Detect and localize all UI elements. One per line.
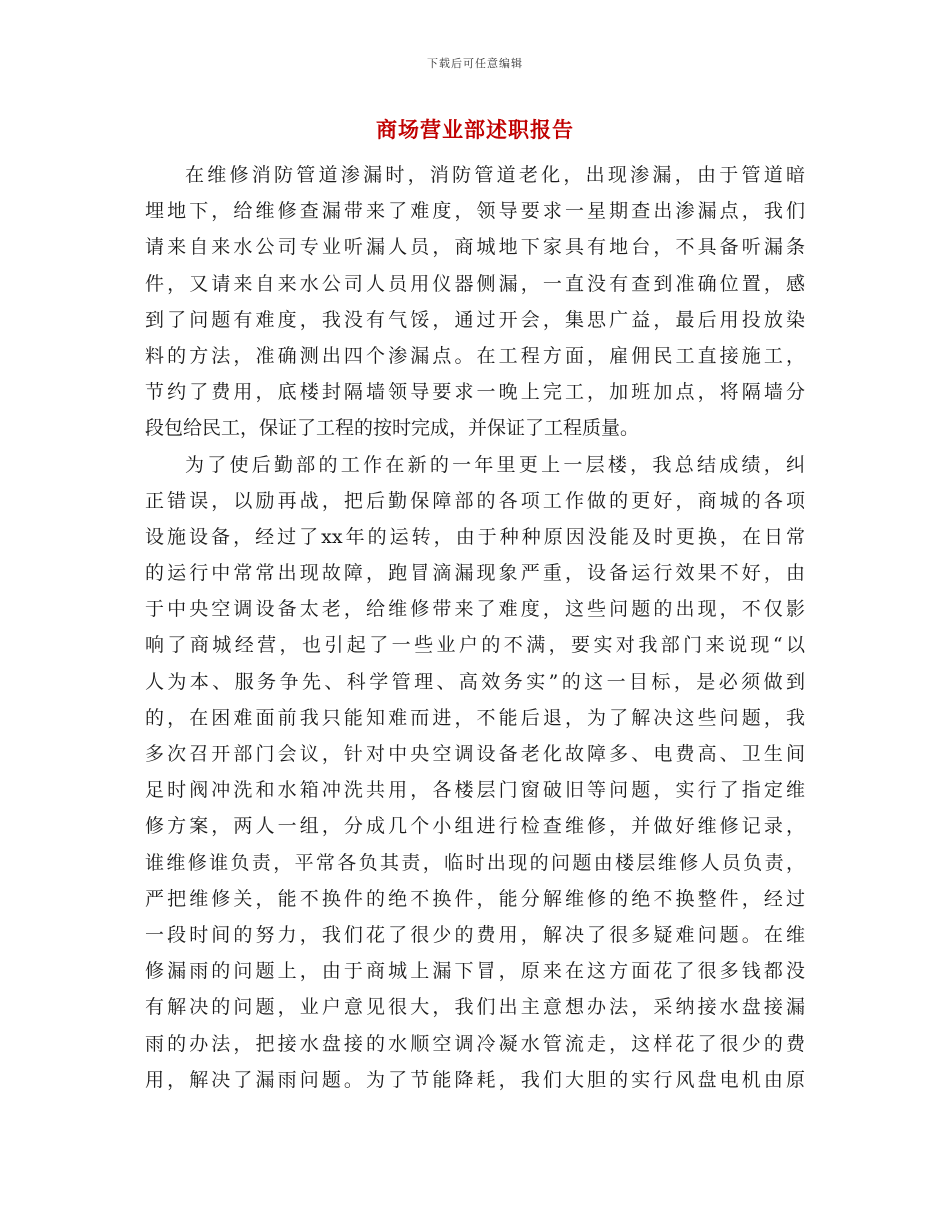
text-line: 请来自来水公司专业听漏人员，商城地下家具有地台，不具备听漏条 bbox=[145, 236, 805, 259]
text-line: 埋地下，给维修查漏带来了难度，领导要求一星期查出渗漏点，我们 bbox=[145, 200, 805, 223]
text-line: 用，解决了漏雨问题。为了节能降耗，我们大胆的实行风盘电机由原 bbox=[145, 1068, 805, 1091]
text-line: 为了使后勤部的工作在新的一年里更上一层楼，我总结成绩，纠 bbox=[185, 453, 805, 476]
text-line: 于中央空调设备太老，给维修带来了难度，这些问题的出现，不仅影 bbox=[145, 598, 805, 621]
text-line: 设施设备，经过了xx年的运转，由于种种原因没能及时更换，在日常 bbox=[145, 525, 805, 548]
text-line: 段包给民工，保证了工程的按时完成，并保证了工程质量。 bbox=[145, 417, 640, 440]
paragraph-2 bbox=[145, 447, 805, 1098]
text-line: 响了商城经营，也引起了一些业户的不满，要实对我部门来说现“以 bbox=[145, 634, 805, 657]
page-header-note: 下载后可任意编辑 bbox=[427, 57, 523, 70]
text-line: 人为本、服务争先、科学管理、高效务实”的这一目标，是必须做到 bbox=[145, 670, 805, 693]
text-line: 件，又请来自来水公司人员用仪器侧漏，一直没有查到准确位置，感 bbox=[145, 272, 805, 295]
text-line: 修漏雨的问题上，由于商城上漏下冒，原来在这方面花了很多钱都没 bbox=[145, 960, 805, 983]
text-line: 谁维修谁负责，平常各负其责，临时出现的问题由楼层维修人员负责， bbox=[145, 851, 805, 874]
text-line: 的，在困难面前我只能知难而进，不能后退，为了解决这些问题，我 bbox=[145, 706, 805, 729]
text-line: 节约了费用，底楼封隔墙领导要求一晚上完工，加班加点，将隔墙分 bbox=[145, 381, 805, 404]
text-line: 足时阀冲洗和水箱冲洗共用，各楼层门窗破旧等问题，实行了指定维 bbox=[145, 779, 805, 802]
text-line: 的运行中常常出现故障，跑冒滴漏现象严重，设备运行效果不好，由 bbox=[145, 562, 805, 585]
text-line: 到了问题有难度，我没有气馁，通过开会，集思广益，最后用投放染 bbox=[145, 308, 805, 331]
text-line: 料的方法，准确测出四个渗漏点。在工程方面，雇佣民工直接施工， bbox=[145, 344, 805, 367]
text-line: 多次召开部门会议，针对中央空调设备老化故障多、电费高、卫生间 bbox=[145, 743, 805, 765]
text-line: 修方案，两人一组，分成几个小组进行检查维修，并做好维修记录， bbox=[145, 815, 805, 838]
text-line: 有解决的问题，业户意见很大，我们出主意想办法，采纳接水盘接漏 bbox=[145, 996, 805, 1019]
document-body bbox=[145, 157, 805, 1098]
text-line: 雨的办法，把接水盘接的水顺空调冷凝水管流走，这样花了很少的费 bbox=[145, 1032, 805, 1055]
document-title: 商场营业部述职报告 bbox=[376, 117, 574, 142]
text-line: 正错误，以励再战，把后勤保障部的各项工作做的更好，商城的各项 bbox=[145, 489, 805, 512]
text-line: 一段时间的努力，我们花了很少的费用，解决了很多疑难问题。在维 bbox=[145, 923, 805, 946]
paragraph-1 bbox=[145, 157, 805, 447]
text-line: 严把维修关，能不换件的绝不换件，能分解维修的绝不换整件，经过 bbox=[145, 887, 805, 910]
text-line: 在维修消防管道渗漏时，消防管道老化，出现渗漏，由于管道暗 bbox=[185, 164, 805, 186]
